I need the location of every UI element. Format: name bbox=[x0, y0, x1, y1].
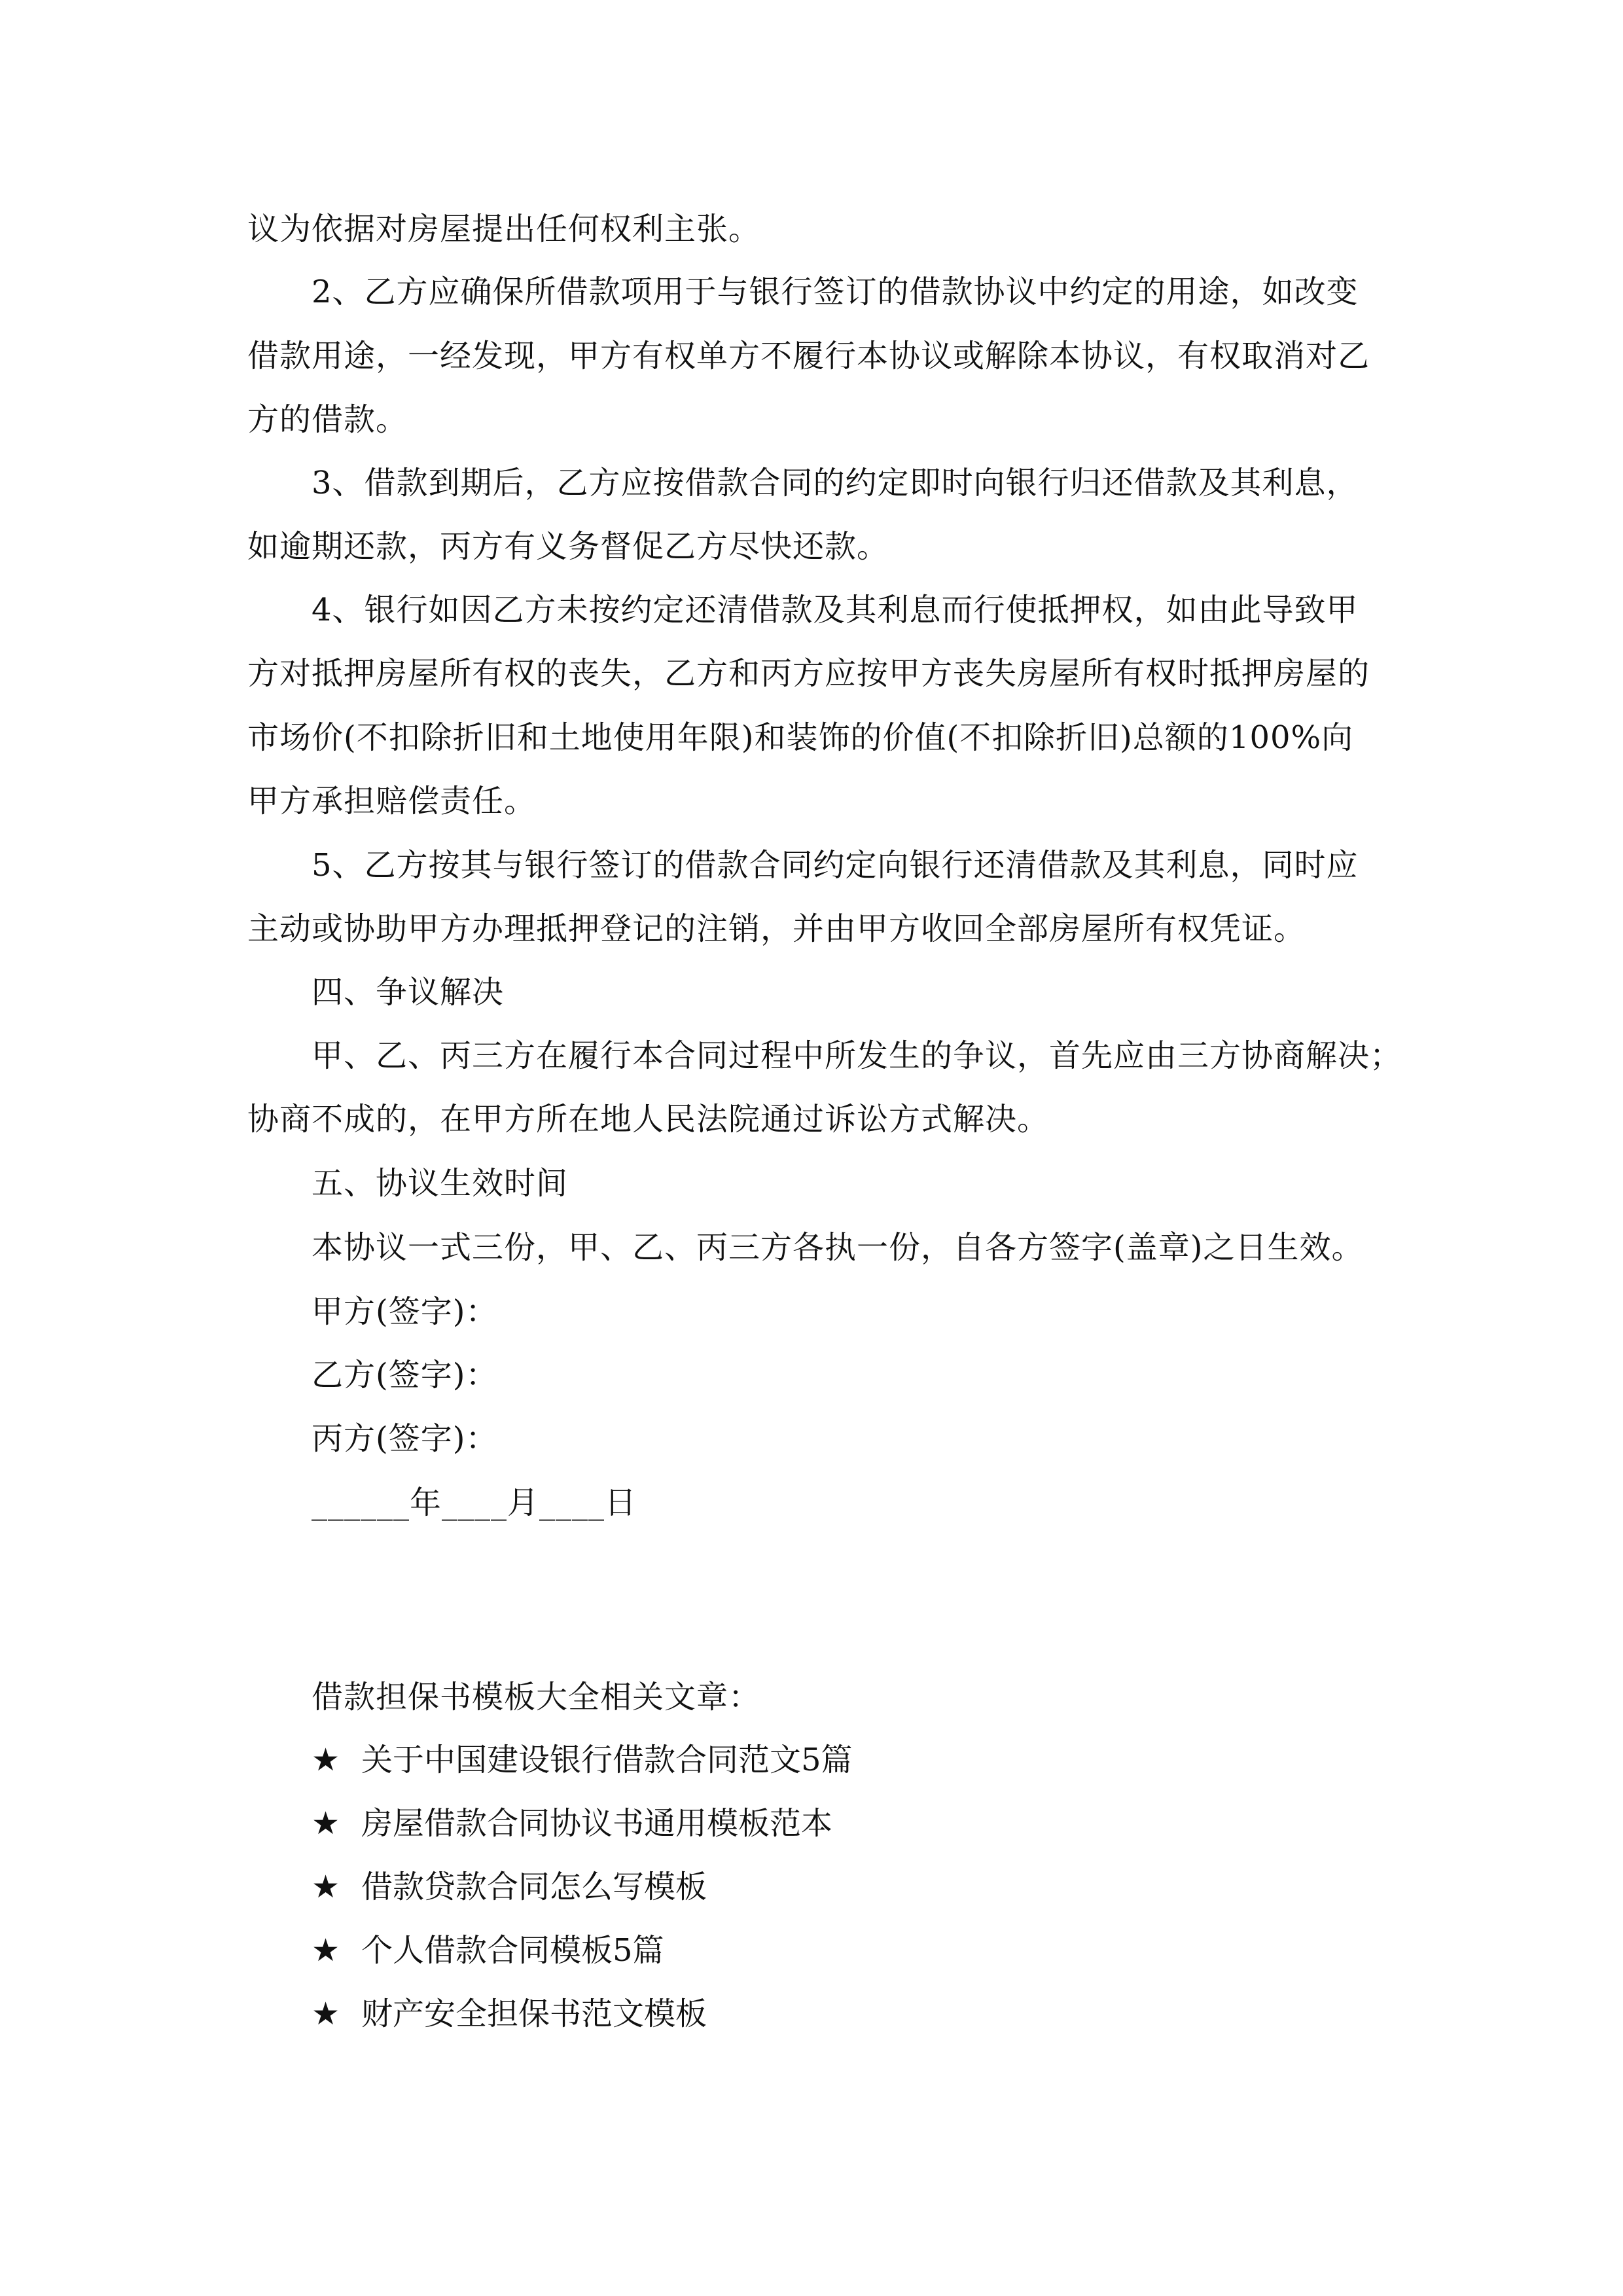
star-icon: ★ bbox=[312, 1742, 340, 1778]
star-icon: ★ bbox=[312, 1805, 340, 1842]
star-icon: ★ bbox=[312, 1932, 340, 1969]
related-link-label: 房屋借款合同协议书通用模板范本 bbox=[361, 1805, 833, 1842]
date-line: ______年____月____日 bbox=[312, 1484, 637, 1521]
star-icon: ★ bbox=[312, 1996, 340, 2032]
signature-party-a: 甲方(签字)： bbox=[312, 1293, 498, 1330]
paragraph-line: 3、借款到期后，乙方应按借款合同的约定即时向银行归还借款及其利息， bbox=[312, 465, 1359, 501]
related-link[interactable] bbox=[312, 1867, 707, 1907]
section-heading: 四、争议解决 bbox=[312, 974, 505, 1011]
related-link[interactable] bbox=[312, 1740, 853, 1780]
related-link-label: 财产安全担保书范文模板 bbox=[361, 1996, 707, 2032]
related-link[interactable] bbox=[312, 1994, 707, 2034]
paragraph-line: 甲、乙、丙三方在履行本合同过程中所发生的争议，首先应由三方协商解决； bbox=[312, 1037, 1402, 1074]
paragraph-line: 借款用途，一经发现，甲方有权单方不履行本协议或解除本协议，有权取消对乙 bbox=[247, 338, 1370, 374]
paragraph-line: 4、银行如因乙方未按约定还清借款及其利息而行使抵押权，如由此导致甲 bbox=[312, 592, 1359, 628]
related-link[interactable] bbox=[312, 1804, 832, 1843]
paragraph-line: 5、乙方按其与银行签订的借款合同约定向银行还清借款及其利息，同时应 bbox=[312, 847, 1359, 884]
signature-party-c: 丙方(签字)： bbox=[312, 1420, 498, 1457]
paragraph-line: 如逾期还款，丙方有义务督促乙方尽快还款。 bbox=[247, 528, 889, 565]
paragraph-line: 议为依据对房屋提出任何权利主张。 bbox=[247, 211, 761, 247]
paragraph-line: 协商不成的，在甲方所在地人民法院通过诉讼方式解决。 bbox=[247, 1101, 1050, 1138]
paragraph-line: 主动或协助甲方办理抵押登记的注销，并由甲方收回全部房屋所有权凭证。 bbox=[247, 910, 1306, 947]
paragraph-line: 2、乙方应确保所借款项用于与银行签订的借款协议中约定的用途，如改变 bbox=[312, 274, 1359, 310]
paragraph-line: 方对抵押房屋所有权的丧失，乙方和丙方应按甲方丧失房屋所有权时抵押房屋的 bbox=[247, 655, 1370, 692]
related-link-label: 借款贷款合同怎么写模板 bbox=[361, 1869, 707, 1905]
star-icon: ★ bbox=[312, 1869, 340, 1905]
related-heading: 借款担保书模板大全相关文章： bbox=[312, 1679, 761, 1715]
related-link-label: 关于中国建设银行借款合同范文5篇 bbox=[361, 1742, 853, 1778]
paragraph-line: 本协议一式三份，甲、乙、丙三方各执一份，自各方签字(盖章)之日生效。 bbox=[312, 1229, 1364, 1266]
related-link[interactable] bbox=[312, 1931, 664, 1970]
related-link-label: 个人借款合同模板5篇 bbox=[361, 1932, 664, 1969]
paragraph-line: 甲方承担赔偿责任。 bbox=[247, 783, 537, 819]
paragraph-line: 市场价(不扣除折旧和土地使用年限)和装饰的价值(不扣除折旧)总额的100%向 bbox=[247, 719, 1354, 756]
signature-party-b: 乙方(签字)： bbox=[312, 1357, 498, 1393]
paragraph-line: 方的借款。 bbox=[247, 401, 408, 438]
section-heading: 五、协议生效时间 bbox=[312, 1165, 569, 1202]
